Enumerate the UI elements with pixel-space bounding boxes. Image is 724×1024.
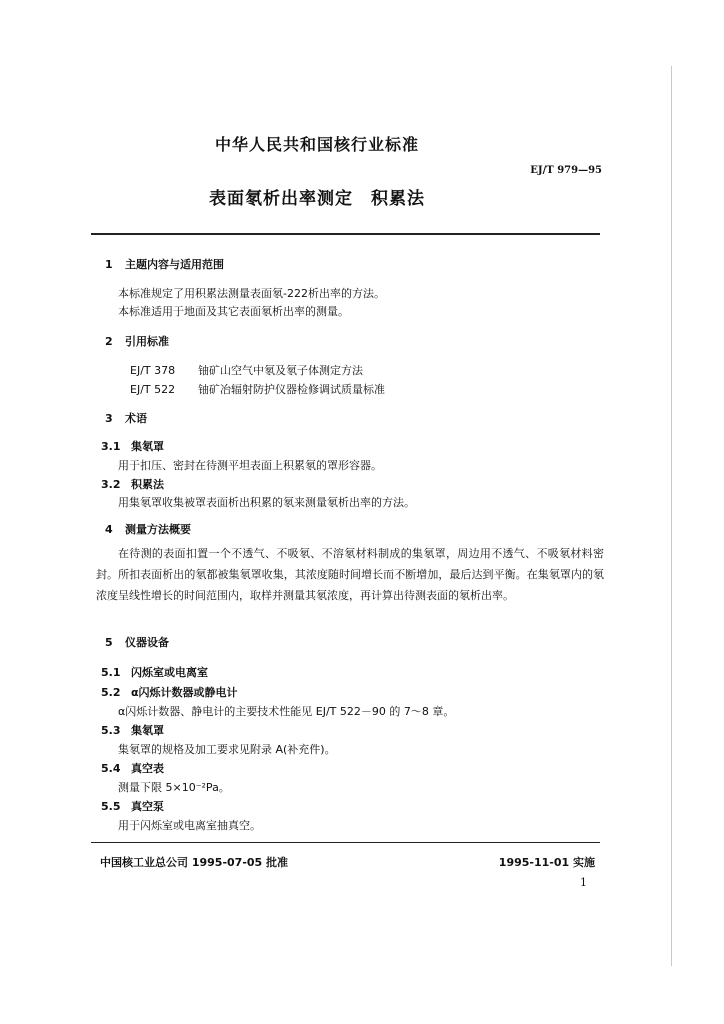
item-5-4-text: 测量下限 5×10⁻²Pa。 [118, 781, 230, 794]
header-rule [91, 233, 600, 235]
subsection-3-2-text: 用集氡罩收集被罩表面析出积累的氡来测量氡析出率的方法。 [118, 496, 415, 509]
page-number: 1 [580, 876, 587, 889]
item-5-5-text: 用于闪烁室或电离室抽真空。 [118, 819, 261, 832]
footer-rule [91, 842, 600, 843]
subsection-3-1-text: 用于扣压、密封在待测平坦表面上积累氡的罩形容器。 [118, 459, 382, 472]
item-5-2-text: α闪烁计数器、静电计的主要技术性能见 EJ/T 522－90 的 7～8 章。 [118, 705, 455, 718]
section-5-heading: 5 仪器设备 [105, 636, 169, 649]
effective-date-line: 1995-11-01 实施 [498, 856, 595, 869]
subsection-3-2-heading: 3.2 积累法 [101, 478, 164, 491]
item-5-3-heading: 5.3 集氡罩 [101, 724, 164, 737]
section-2-heading: 2 引用标准 [105, 335, 169, 348]
section-4-paragraph: 在待测的表面扣置一个不透气、不吸氡、不溶氡材料制成的集氡罩，周边用不透气、不吸氡材料密封。所扣表面析出的氡都被集氡罩收集，其浓度随时间增长而不断增加，最后达到平衡。在集氡罩内的氡浓度呈线性增长的时间范围内，取样并测量其氡浓度，再计算出待测表面的氡析出率。 [96, 547, 604, 602]
subsection-3-1-heading: 3.1 集氡罩 [101, 440, 164, 453]
standard-code: EJ/T 979—95 [530, 165, 602, 176]
item-5-2-heading: 5.2 α闪烁计数器或静电计 [101, 686, 238, 699]
item-5-3-text: 集氡罩的规格及加工要求见附录 A(补充件)。 [118, 743, 336, 756]
reference-item: EJ/T 378 铀矿山空气中氡及氡子体测定方法 [130, 364, 363, 377]
page-edge-line [671, 66, 672, 966]
document-title: 表面氡析出率测定 积累法 [209, 189, 425, 209]
section-3-heading: 3 术语 [105, 412, 147, 425]
item-5-4-heading: 5.4 真空表 [101, 762, 164, 775]
item-5-5-heading: 5.5 真空泵 [101, 800, 164, 813]
standard-category-title: 中华人民共和国核行业标准 [214, 135, 419, 154]
item-5-1-heading: 5.1 闪烁室或电离室 [101, 666, 208, 679]
section-4-heading: 4 测量方法概要 [105, 523, 191, 536]
section-1-line-1: 本标准规定了用积累法测量表面氡-222析出率的方法。 [118, 287, 385, 300]
section-1-heading: 1 主题内容与适用范围 [105, 258, 224, 271]
reference-item: EJ/T 522 铀矿冶辐射防护仪器检修调试质量标准 [130, 383, 385, 396]
section-1-line-2: 本标准适用于地面及其它表面氡析出率的测量。 [118, 305, 349, 318]
approval-line: 中国核工业总公司 1995-07-05 批准 [100, 856, 289, 869]
